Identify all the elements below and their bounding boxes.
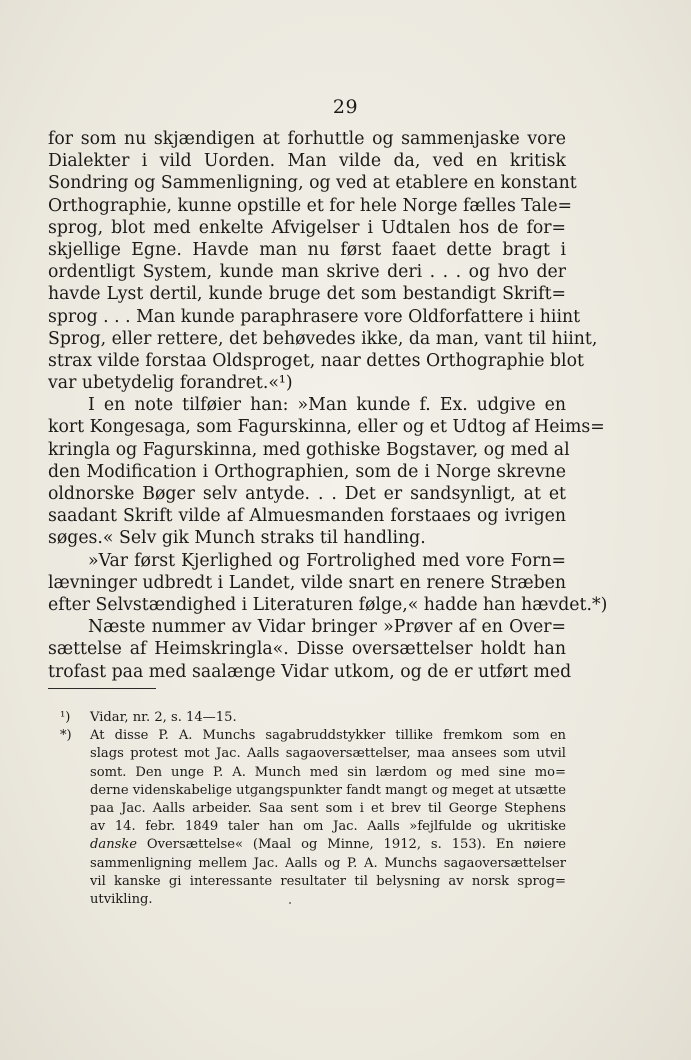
- text-line: kringla og Fagurskinna, med gothiske Bogstaver, og med al: [48, 439, 570, 460]
- footnote-divider: [48, 688, 156, 689]
- text-line: Sprog, eller rettere, det behøvedes ikke, da man, vant til hiint,: [48, 328, 598, 349]
- text-line: var ubetydelig forandret.«¹): [48, 373, 293, 394]
- text-line: søges.« Selv gik Munch straks til handling.: [48, 528, 426, 549]
- footnote-2-line: [60, 836, 566, 854]
- text-line: sprog . . . Man kunde paraphrasere vore Oldforfattere i hiint: [48, 306, 581, 327]
- text-line: Orthographie, kunne opstille et for hele Norge fælles Tale=: [48, 195, 573, 216]
- footnote-1: [60, 709, 566, 727]
- text-line: skjellige Egne. Havde man nu først faaet dette bragt i: [48, 239, 566, 260]
- footnote-2-line: av 14. febr. 1849 taler han om Jac. Aalls »fejlfulde og ukritiske: [90, 819, 566, 835]
- text-line: Næste nummer av Vidar bringer »Prøver af en Over=: [88, 617, 566, 638]
- footnote-text: At disse P. A. Munchs sagabruddstykker tillike fremkom som en: [90, 728, 566, 744]
- footnote-2-line: utvikling.: [90, 891, 153, 907]
- body-text: [48, 128, 608, 683]
- text-line: lævninger udbredt i Landet, vilde snart en renere Stræben: [48, 572, 566, 593]
- footnote-2-line: vil kanske gi interessante resultater til belysning av norsk sprog=: [90, 873, 566, 889]
- text-line: efter Selvstændighed i Literaturen følge,« hadde han hævdet.*): [48, 594, 608, 615]
- footnote-2-line: slags protest mot Jac. Aalls sagaoversættelser, maa ansees som utvil: [90, 746, 566, 762]
- footnotes: [60, 709, 566, 909]
- text-line: saadant Skrift vilde af Almuesmanden forstaaes og ivrigen: [48, 506, 566, 527]
- footnote-text: Vidar, nr. 2, s. 14—15.: [90, 710, 237, 725]
- footnote-2-line: somt. Den unge P. A. Munch med sin lærdom og med sine mo=: [90, 764, 566, 780]
- text-line: sprog, blot med enkelte Afvigelser i Udtalen hos de for=: [48, 217, 566, 238]
- text-line: sættelse af Heimskringla«. Disse oversættelser holdt han: [48, 639, 566, 660]
- text-line: Dialekter i vild Uorden. Man vilde da, ved en kritisk: [48, 151, 566, 172]
- text-line: trofast paa med saalænge Vidar utkom, og de er utført med: [48, 661, 572, 682]
- text-line: for som nu skjændigen at forhuttle og sammenjaske vore: [48, 129, 566, 149]
- footnote-2-line: paa Jac. Aalls arbeider. Saa sent som i et brev til George Stephens: [90, 800, 566, 816]
- text-line: kort Kongesaga, som Fagurskinna, eller og et Udtog af Heims=: [48, 417, 605, 438]
- page-number: 29: [332, 96, 359, 118]
- text-line: strax vilde forstaa Oldsproget, naar dettes Orthographie blot: [48, 350, 584, 371]
- text-line: Sondring og Sammenligning, og ved at etablere en konstant: [48, 173, 577, 194]
- footnote-marker: ¹): [60, 710, 71, 725]
- text-line: den Modification i Orthographien, som de i Norge skrevne: [48, 461, 566, 482]
- footnote-2-line: sammenligning mellem Jac. Aalls og P. A. Munchs sagaoversættelser: [90, 855, 566, 871]
- paper-speck: [289, 902, 291, 904]
- text-line: oldnorske Bøger selv antyde. . . Det er sandsynligt, at et: [48, 484, 566, 504]
- italic-word: danske: [90, 837, 138, 853]
- footnote-text: Oversættelse« (Maal og Minne, 1912, s. 153). En nøiere: [137, 837, 566, 853]
- footnote-marker: *): [60, 728, 72, 744]
- footnote-2-line: [60, 727, 566, 745]
- text-line: havde Lyst dertil, kunde bruge det som bestandigt Skrift=: [48, 284, 566, 305]
- footnote-2-line: derne videnskabelige utgangspunkter fandt mangt og meget at utsætte: [90, 782, 566, 798]
- text-line: »Var først Kjerlighed og Fortrolighed med vore Forn=: [88, 550, 566, 571]
- text-line: I en note tilføier han: »Man kunde f. Ex. udgive en: [88, 395, 566, 416]
- text-line: ordentligt System, kunde man skrive deri . . . og hvo der: [48, 262, 566, 283]
